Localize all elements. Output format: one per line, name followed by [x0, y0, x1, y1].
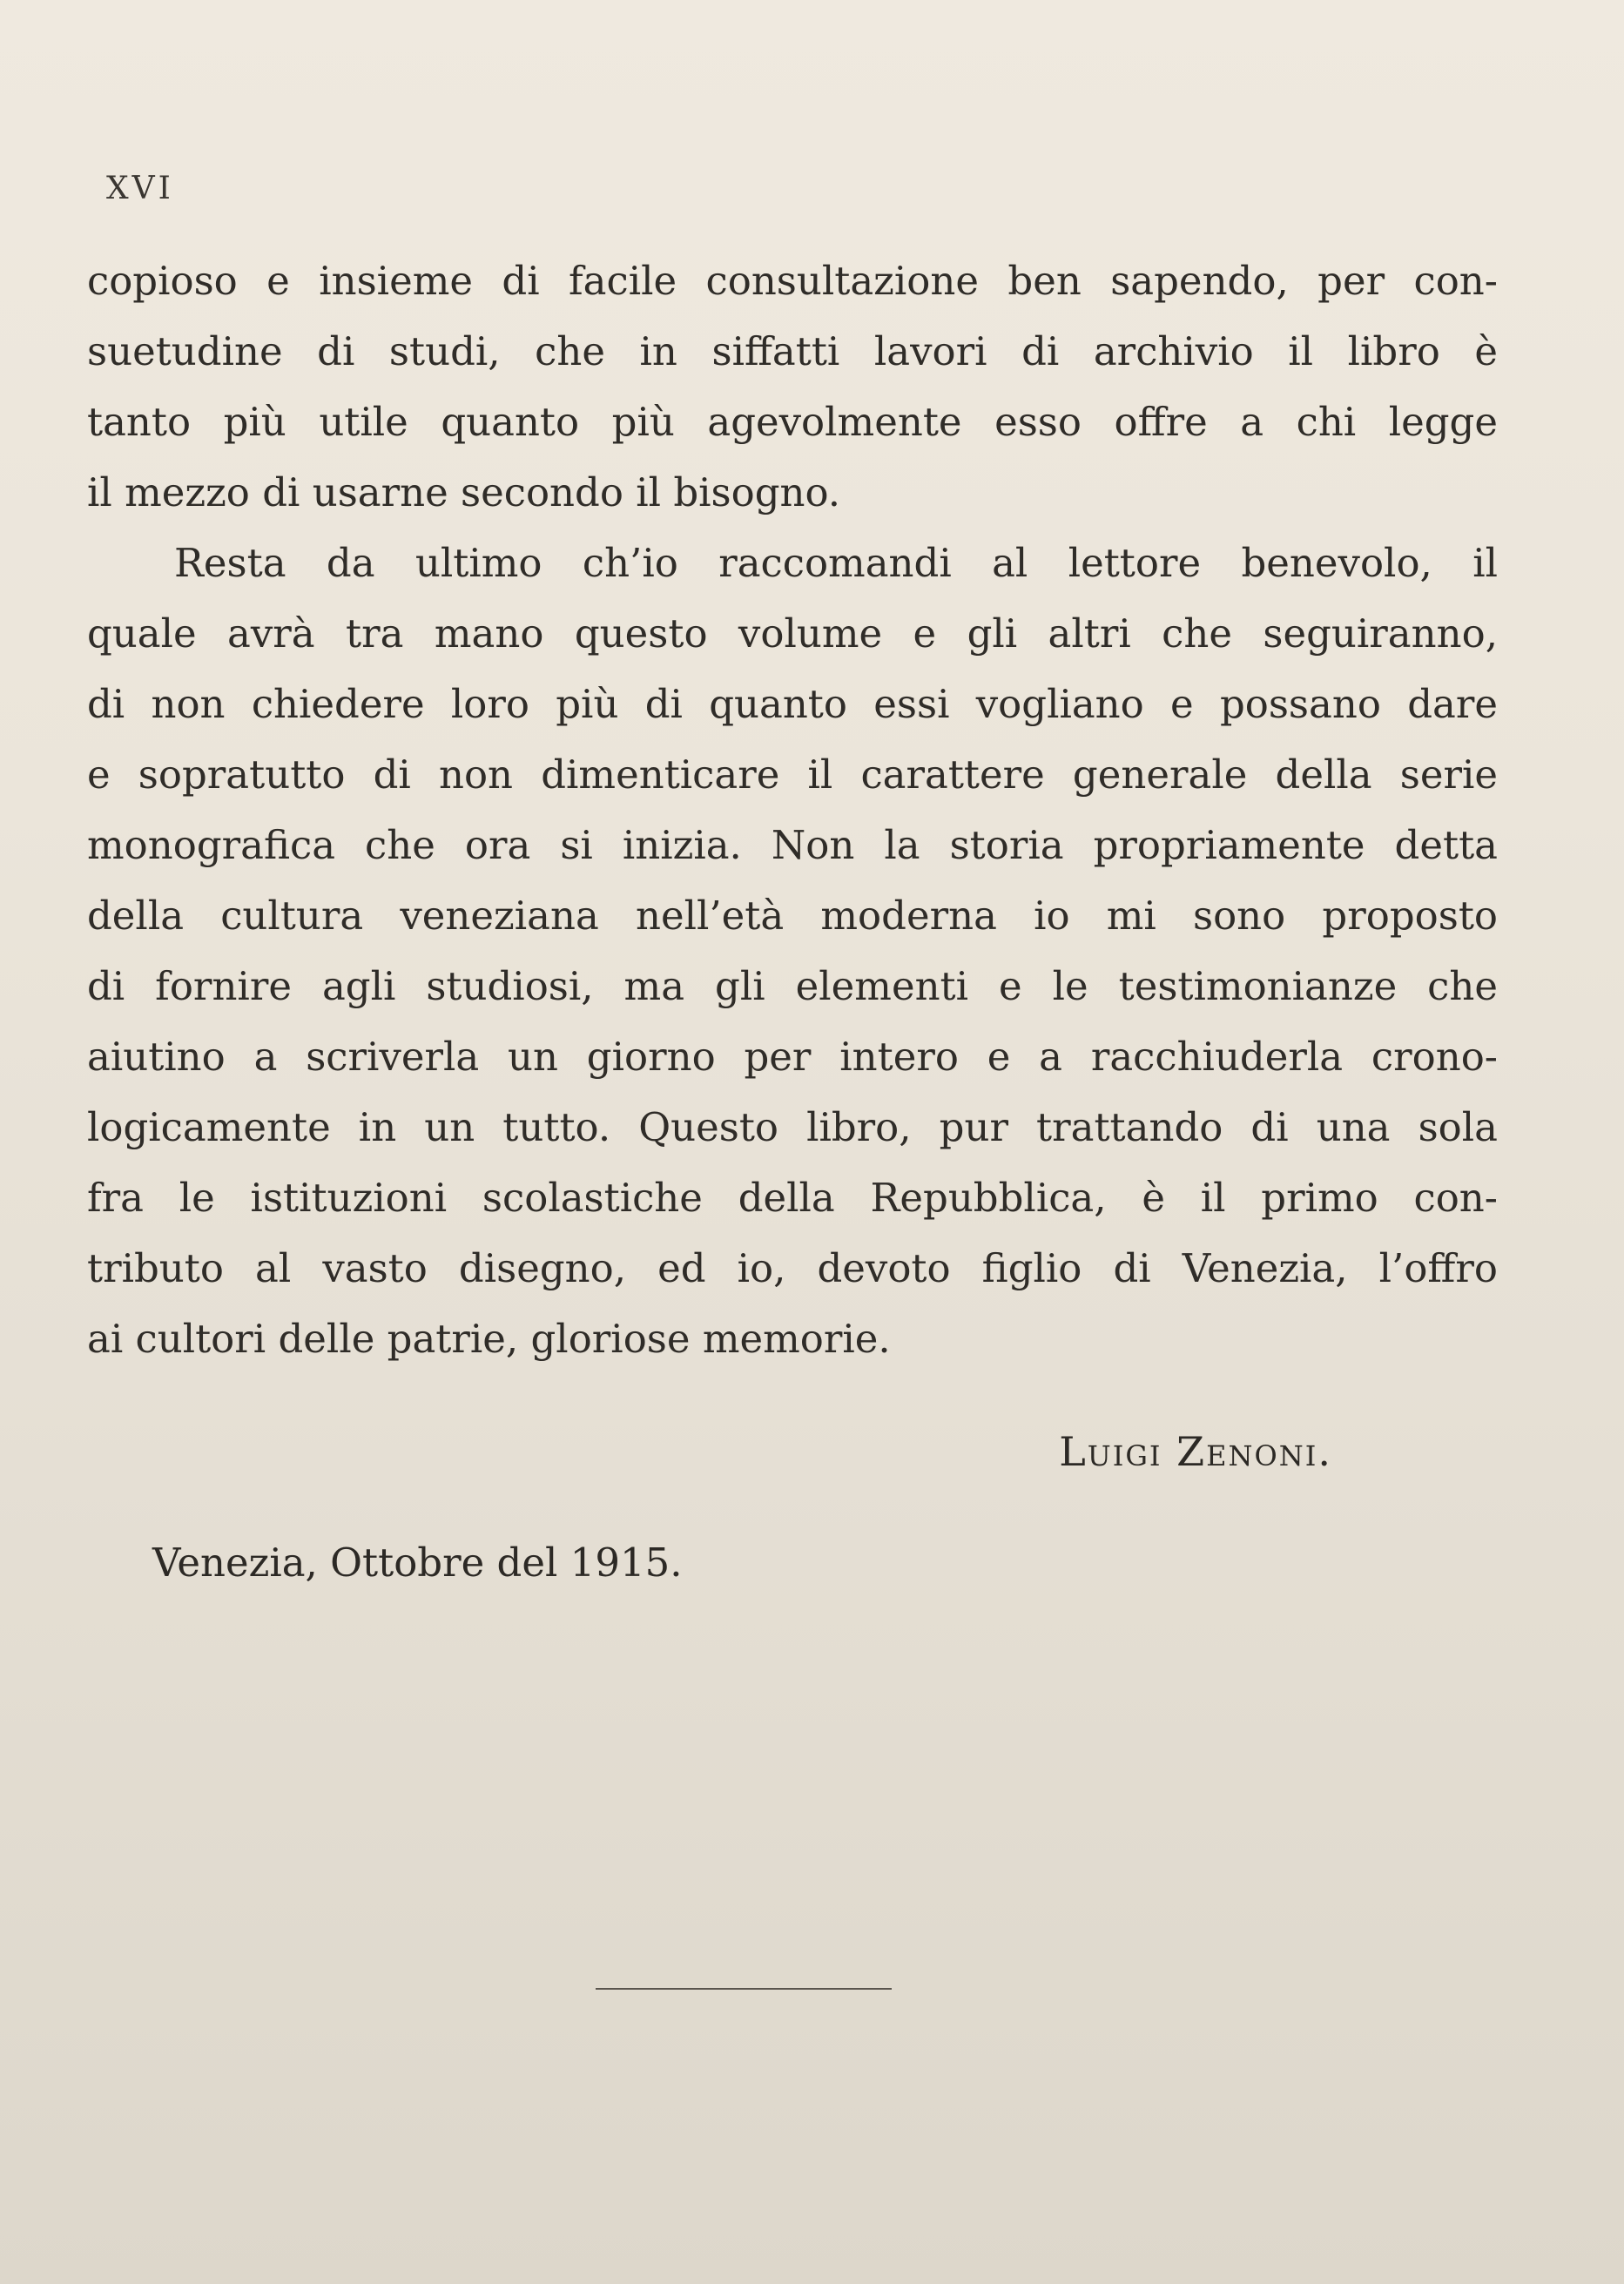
end-rule — [596, 1988, 892, 1990]
text-line: Resta da ultimo ch’io raccomandi al lettore benevolo, il — [174, 540, 1498, 586]
text-line: della cultura veneziana nell’età moderna io mi sono proposto — [87, 893, 1498, 939]
text-line: di fornire agli studiosi, ma gli elementi e le testimonianze che — [87, 963, 1498, 1009]
text-line: quale avrà tra mano questo volume e gli altri che seguiranno, — [87, 610, 1498, 657]
text-line: copioso e insieme di facile consultazione ben sapendo, per con- — [87, 258, 1498, 304]
text-line: di non chiedere loro più di quanto essi vogliano e possano dare — [87, 681, 1498, 727]
text-line: il mezzo di usarne secondo il bisogno. — [87, 469, 841, 515]
author-signature: Luigi Zenoni. — [1059, 1428, 1332, 1475]
text-line: tributo al vasto disegno, ed io, devoto figlio di Venezia, l’offro — [87, 1245, 1498, 1291]
text-line: e sopratutto di non dimenticare il carattere generale della serie — [87, 751, 1498, 798]
dateline: Venezia, Ottobre del 1915. — [152, 1540, 683, 1586]
text-line: ai cultori delle patrie, gloriose memorie. — [87, 1316, 891, 1362]
text-line: aiutino a scriverla un giorno per intero e a racchiuderla crono- — [87, 1034, 1498, 1080]
body-text — [87, 246, 1498, 1374]
page-number: XVI — [106, 171, 174, 206]
text-line: suetudine di studi, che in siffatti lavori di archivio il libro è — [87, 328, 1498, 374]
text-line: fra le istituzioni scolastiche della Repubblica, è il primo con- — [87, 1175, 1498, 1221]
text-line: tanto più utile quanto più agevolmente esso offre a chi legge — [87, 399, 1498, 445]
text-line: logicamente in un tutto. Questo libro, pur trattando di una sola — [87, 1104, 1498, 1150]
text-line: monografica che ora si inizia. Non la storia propriamente detta — [87, 822, 1498, 868]
